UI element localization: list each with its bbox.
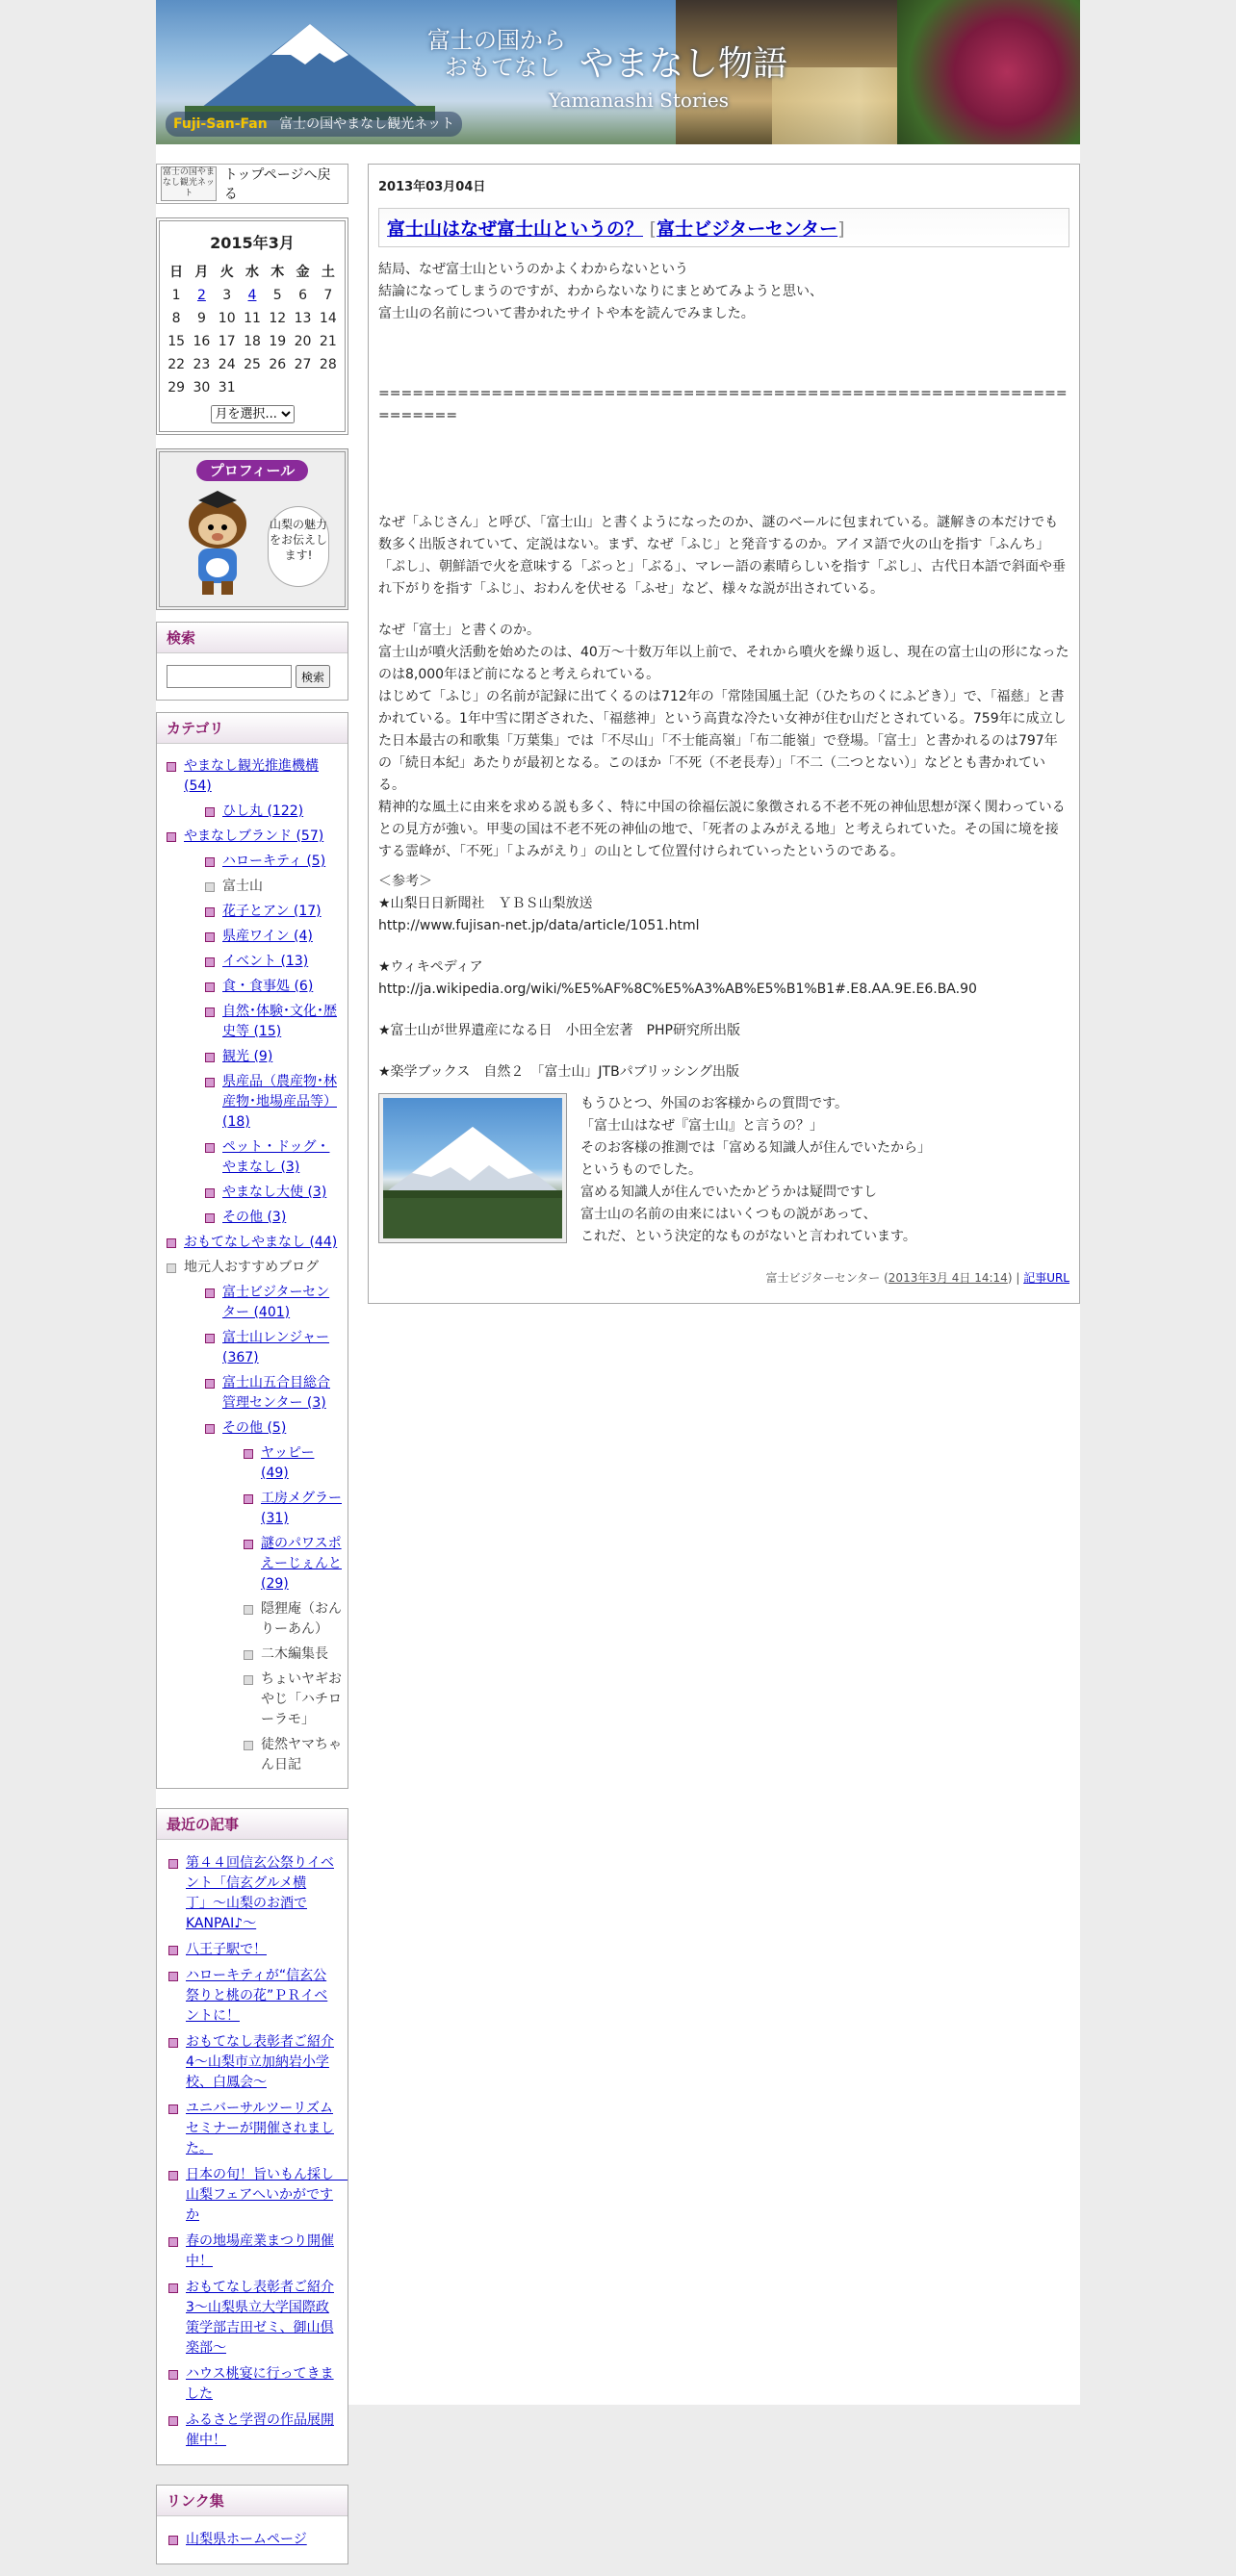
weekday-header: 火 xyxy=(219,265,234,280)
entry-author: 富士ビジターセンター xyxy=(765,1271,881,1285)
search-button[interactable]: 検索 xyxy=(296,665,330,688)
recent-item xyxy=(165,1853,340,1934)
main-content xyxy=(368,164,1080,1304)
recent-item xyxy=(165,2232,340,2272)
calendar-day: 1 xyxy=(171,288,181,303)
links-box xyxy=(156,2485,348,2564)
category-link[interactable]: やまなし大使 (3) xyxy=(222,1185,327,1200)
links-list xyxy=(157,2516,348,2563)
calendar-day: 14 xyxy=(319,311,337,326)
calendar-day: 5 xyxy=(272,288,282,303)
weekday-header: 土 xyxy=(321,265,335,280)
category-link[interactable]: やまなし観光推進機構 (54) xyxy=(184,758,319,794)
entry-category-link[interactable]: 富士ビジターセンター xyxy=(657,218,838,240)
entry-timestamp[interactable]: 2013年3月 4日 14:14 xyxy=(888,1271,1008,1285)
recent-posts-box xyxy=(156,1808,348,2465)
text-line: 富士山の名前の由来にはいくつもの説があって、 xyxy=(580,1207,877,1222)
page xyxy=(156,0,1080,2547)
category-link[interactable]: 県産品（農産物･林産物･地場産品等） (18) xyxy=(222,1074,337,1130)
month-select[interactable] xyxy=(211,405,295,423)
entry-date: 2013年03月04日 xyxy=(378,180,486,194)
header-banner[interactable] xyxy=(156,0,1080,144)
weekday-header: 日 xyxy=(169,265,184,280)
blog-entry xyxy=(368,164,1080,1304)
calendar-day: 21 xyxy=(319,334,337,349)
entry-intro xyxy=(378,259,1069,325)
entry-body xyxy=(378,259,1069,1289)
site-badge: 富士の国やまなし観光ネット xyxy=(161,166,217,201)
category-box xyxy=(156,712,348,1789)
site-subtitle: Yamanashi Stories xyxy=(549,89,730,112)
calendar-day-link[interactable]: 2 xyxy=(196,288,206,303)
calendar-day: 29 xyxy=(167,380,186,395)
profile-bubble: 山梨の魅力をお伝えします! xyxy=(268,506,329,587)
calendar-day: 18 xyxy=(244,334,261,349)
category-label: 二木編集長 xyxy=(261,1646,328,1662)
text-line: もうひとつ、外国のお客様からの質問です。 xyxy=(580,1096,849,1111)
calendar-day xyxy=(316,376,341,399)
calendar-day[interactable] xyxy=(240,284,265,307)
recent-post-link[interactable]: おもてなし表彰者ご紹介4〜山梨市立加納岩小学校、白鳳会〜 xyxy=(186,2034,334,2090)
hishimaru-mascot-icon xyxy=(179,491,256,599)
reference-item: ★楽学ブックス 自然２ 「富士山」JTBパブリッシング出版 xyxy=(378,1064,739,1080)
calendar-day: 10 xyxy=(218,311,236,326)
category-link[interactable]: 花子とアン (17) xyxy=(222,904,322,919)
links-title: リンク集 xyxy=(157,2486,348,2516)
top-page-link[interactable] xyxy=(156,164,348,204)
logo-text: 富士の国やまなし観光ネット xyxy=(279,116,455,132)
calendar-day: 15 xyxy=(167,334,186,349)
calendar-day: 3 xyxy=(222,288,232,303)
photo-block xyxy=(378,1093,1069,1248)
calendar-day[interactable] xyxy=(189,284,214,307)
category-link[interactable]: 観光 (9) xyxy=(222,1049,273,1064)
calendar-day: 16 xyxy=(193,334,211,349)
entry-footer: 富士ビジターセンター (2013年3月 4日 14:14) | 記事URL xyxy=(765,1271,1069,1285)
entry-title: 富士山はなぜ富士山というの？ [富士ビジターセンター] xyxy=(378,208,1069,247)
recent-post-link[interactable]: ハローキティが“信玄公祭りと桃の花”ＰＲイベントに！ xyxy=(186,1968,328,2024)
category-link[interactable]: ハローキティ (5) xyxy=(222,854,326,869)
closing-text xyxy=(580,1093,931,1248)
category-label: ちょいヤギおやじ「ハチローラモ」 xyxy=(261,1671,342,1727)
calendar-title: 2015年3月 xyxy=(210,234,295,252)
calendar-day: 28 xyxy=(319,357,337,372)
category-link[interactable]: ひし丸 (122) xyxy=(222,803,304,819)
separator-line: ==================================================================== xyxy=(378,386,1068,423)
sidebar xyxy=(156,164,348,2576)
recent-item xyxy=(165,2032,340,2093)
recent-title: 最近の記事 xyxy=(157,1809,348,1840)
search-title: 検索 xyxy=(157,623,348,653)
category-label: 地元人おすすめブログ xyxy=(184,1260,320,1275)
text-line: そのお客様の推測では「富める知識人が住んでいたから」 xyxy=(580,1140,931,1156)
calendar xyxy=(156,217,348,435)
category-link[interactable]: その他 (3) xyxy=(222,1210,287,1225)
weekday-header: 水 xyxy=(245,265,259,280)
text-line: 結論になってしまうのですが、わからないなりにまとめてみようと思い、 xyxy=(378,284,823,299)
category-link[interactable]: ペット・ドッグ・やまなし (3) xyxy=(222,1139,330,1175)
link-item[interactable]: 山梨県ホームページ xyxy=(186,2532,307,2547)
weekday-header: 金 xyxy=(296,265,310,280)
recent-item xyxy=(165,2165,348,2226)
category-link[interactable]: 自然･体験･文化･歴史等 (15) xyxy=(222,1004,337,1039)
category-label: 富士山 xyxy=(222,879,263,894)
paragraph: なぜ「ふじさん」と呼び、「富士山」と書くようになったのか、謎のベールに包まれている。謎解きの本だけでも数多く出版されていて、定説はない。まず、なぜ「ふじ」と発音するのか。アイヌ語で火の山を指す「ふんち」「ぷし」、朝鮮語で火を意味する「ぶっと」「ぶる」、マレー語の素晴らしいを指す「ぷし」、古代日本語で斜面や垂れ下がりを指す「ふじ」、おわんを伏せる「ふせ」など、様々な説が出されている。 xyxy=(378,515,1066,597)
calendar-day: 11 xyxy=(244,311,261,326)
calendar-day: 27 xyxy=(294,357,312,372)
profile-box[interactable] xyxy=(156,448,348,610)
category-link[interactable]: 富士山五合目総合管理センター (3) xyxy=(222,1375,330,1411)
paragraph: 富士山が噴火活動を始めたのは、40万〜十数万年以上前で、それから噴火を繰り返し、現在の富士山の形になったのは8,000年ほど前になると考えられている。 xyxy=(378,645,1069,682)
calendar-day: 9 xyxy=(196,311,206,326)
text-line: というものでした。 xyxy=(580,1162,702,1178)
category-link[interactable]: 謎のパワスポえーじぇんと (29) xyxy=(261,1536,342,1592)
category-link[interactable]: 富士山レンジャー (367) xyxy=(222,1330,330,1365)
calendar-day: 8 xyxy=(171,311,181,326)
recent-post-link[interactable]: 日本の旬！旨いもん採し 山梨フェアへいかがですか xyxy=(186,2167,348,2223)
reference-heading: ＜参考＞ xyxy=(378,874,432,889)
category-link[interactable]: おもてなしやまなし (44) xyxy=(184,1235,338,1250)
calendar-day: 24 xyxy=(218,357,236,372)
weekday-header: 月 xyxy=(194,265,209,280)
calendar-day: 26 xyxy=(269,357,287,372)
category-tree xyxy=(157,744,348,1788)
recent-post-link[interactable]: 第４４回信玄公祭りイベント「信玄グルメ横丁」〜山梨のお酒でKANPAI♪〜 xyxy=(186,1855,334,1931)
site-logo[interactable] xyxy=(166,112,462,137)
calendar-day: 30 xyxy=(193,380,211,395)
entry-permalink[interactable]: 記事URL xyxy=(1023,1271,1069,1285)
recent-item xyxy=(165,2364,340,2405)
calendar-day: 25 xyxy=(244,357,261,372)
category-item xyxy=(203,802,342,822)
profile-title: プロフィール xyxy=(196,460,308,481)
logo-mark: Fuji-San-Fan xyxy=(173,116,268,132)
recent-item xyxy=(165,2099,340,2159)
calendar-day: 13 xyxy=(294,311,312,326)
calendar-day: 31 xyxy=(218,380,236,395)
recent-post-link[interactable]: 春の地場産業まつり開催中！ xyxy=(186,2233,334,2269)
recent-item xyxy=(165,1966,340,2027)
category-link[interactable]: ヤッピー (49) xyxy=(261,1445,315,1481)
search-input[interactable] xyxy=(167,665,292,688)
paragraph: はじめて「ふじ」の名前が記録に出てくるのは712年の「常陸国風土記（ひたちのくにふどき）」で、「福慈」と書かれている。1年中雪に閉ざされた、「福慈神」という高貴な冷たい女神が住む山だとされている。759年に成立した日本最古の和歌集「万葉集」では「不尽山」「不士能高嶺」「布二能嶺」で登場。「富士」と書かれるのは797年の「続日本紀」あたりが最初となる。このほか「不死（不老長寿）」「不二（二つとない）」などとも書かれている。 xyxy=(378,689,1067,793)
site-title: やまなし物語 xyxy=(579,44,788,84)
calendar-day: 6 xyxy=(298,288,307,303)
paragraph: 精神的な風土に由来を求める説も多く、特に中国の徐福伝説に象徴される不老不死の神仙思想が深く関わっているとの見方が強い。甲斐の国は不老不死の神仙の地で、「死者のよみがえる地」と考えられていた。その国に境を接する霊峰が、「不死」「よみがえり」の山として位置付けられていったというのである。 xyxy=(378,800,1066,859)
category-title: カテゴリ xyxy=(157,713,348,744)
reference-item: ★ウィキペディア xyxy=(378,959,483,975)
fuji-snow-photo-icon xyxy=(383,1098,562,1238)
text-line: 富める知識人が住んでいたかどうかは疑問ですし xyxy=(580,1185,877,1200)
calendar-day: 22 xyxy=(167,357,186,372)
category-link[interactable]: 富士ビジターセンター (401) xyxy=(222,1285,330,1320)
text-line: 富士山の名前について書かれたサイトや本を読んでみました。 xyxy=(378,306,755,321)
calendar-day: 20 xyxy=(294,334,312,349)
calendar-day: 17 xyxy=(218,334,236,349)
top-page-label: トップページへ戻る xyxy=(223,167,331,202)
entry-title-link[interactable]: 富士山はなぜ富士山というの？ xyxy=(387,218,644,240)
header-tagline: 富士の国から おもてなし xyxy=(427,27,566,81)
calendar-day: 19 xyxy=(269,334,287,349)
text-line: これだ、という決定的なものがないと言われています。 xyxy=(580,1229,916,1244)
text-line: 結局、なぜ富士山というのかよくわからないという xyxy=(378,262,688,277)
grapes-image xyxy=(897,0,1080,144)
reference-item: ★富士山が世界遺産になる日 小田全宏著 PHP研究所出版 xyxy=(378,1023,740,1038)
reference-url[interactable]: http://www.fujisan-net.jp/data/article/1051.html xyxy=(378,918,700,933)
category-item xyxy=(165,756,342,822)
calendar-day xyxy=(240,376,265,399)
calendar-day: 23 xyxy=(193,357,211,372)
text-line: 「富士山はなぜ『富士山』と言うの？」 xyxy=(580,1118,823,1134)
mount-fuji-image xyxy=(185,14,435,120)
recent-item xyxy=(165,2278,340,2359)
search-box xyxy=(156,622,348,701)
category-label: 隠狸庵（おんりーあん） xyxy=(261,1601,342,1637)
calendar-table xyxy=(164,259,341,399)
category-link[interactable]: 工房メグラー (31) xyxy=(261,1491,342,1526)
recent-post-link[interactable]: 八王子駅で！ xyxy=(186,1942,267,1957)
category-link[interactable]: 食・食事処 (6) xyxy=(222,979,314,994)
recent-item xyxy=(165,1940,340,1960)
category-link[interactable]: その他 (5) xyxy=(222,1420,287,1436)
recent-post-link[interactable]: ふるさと学習の作品展開催中！ xyxy=(186,2412,334,2448)
calendar-day-link[interactable]: 4 xyxy=(247,288,257,303)
category-link[interactable]: 県産ワイン (4) xyxy=(222,929,313,944)
calendar-day xyxy=(290,376,315,399)
weekday-header: 木 xyxy=(270,265,285,280)
recent-list xyxy=(157,1840,348,2464)
category-label: 徒然ヤマちゃん日記 xyxy=(261,1737,342,1773)
calendar-day: 12 xyxy=(269,311,287,326)
recent-post-link[interactable]: ユニバーサルツーリズムセミナーが開催されました。 xyxy=(186,2101,334,2156)
recent-post-link[interactable]: おもてなし表彰者ご紹介3〜山梨県立大学国際政策学部吉田ゼミ、御山倶楽部〜 xyxy=(186,2280,334,2356)
reference-url[interactable]: http://ja.wikipedia.org/wiki/%E5%AF%8C%E5%A3%AB%E5%B1%B1#.E8.AA.9E.E6.BA.90 xyxy=(378,982,977,997)
fuji-photo[interactable] xyxy=(378,1093,567,1243)
calendar-day xyxy=(265,376,290,399)
category-item xyxy=(165,827,342,1228)
category-link[interactable]: イベント (13) xyxy=(222,954,309,969)
reference-item: ★山梨日日新聞社 ＹＢＳ山梨放送 xyxy=(378,896,593,911)
category-link[interactable]: やまなしブランド (57) xyxy=(184,829,324,844)
calendar-day: 7 xyxy=(323,288,333,303)
paragraph: なぜ「富士」と書くのか。 xyxy=(378,623,540,638)
recent-item xyxy=(165,2410,340,2451)
recent-post-link[interactable]: ハウス桃宴に行ってきました xyxy=(186,2366,334,2402)
